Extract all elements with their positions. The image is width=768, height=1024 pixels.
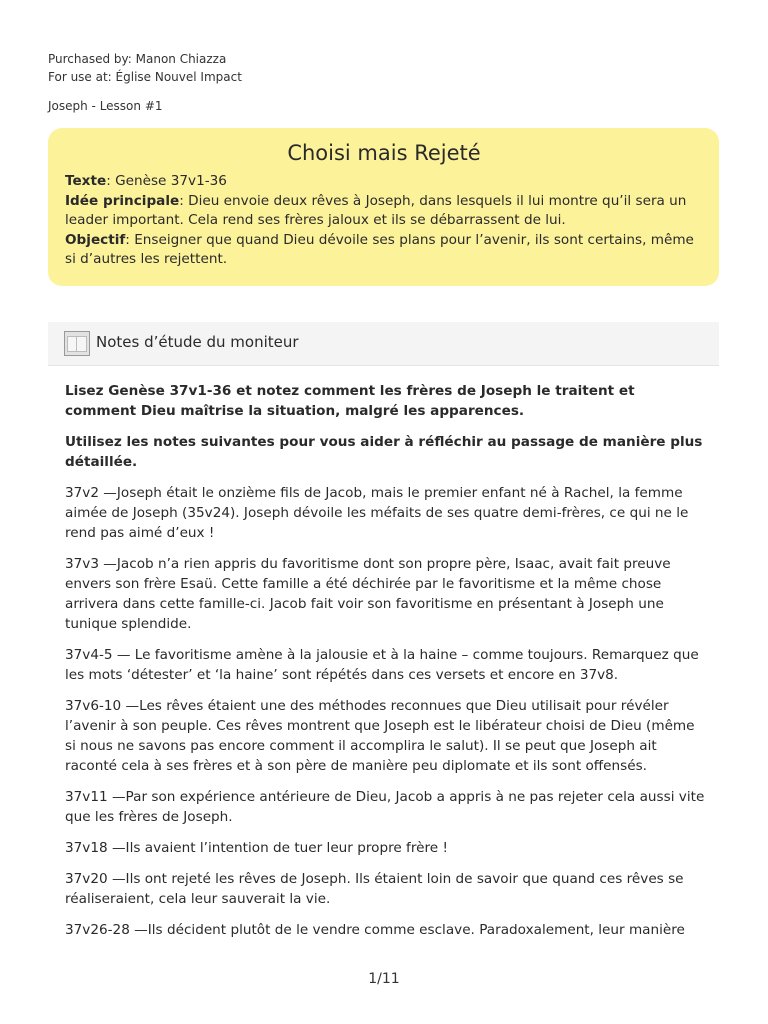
purchased-by: Purchased by: Manon Chiazza (48, 52, 227, 66)
note-paragraph: 37v6-10 —Les rêves étaient une des méthodes reconnues que Dieu utilisait pour révéler l’avenir à son peuple. Ces rêves montrent que Joseph est le libérateur choisi de Dieu (même si nous ne savons pas encore comment il accomplira le salut). Il se peut que Joseph ait raconté cela à ses frères et à son père de manière peu diplomate et ils sont offensés. (65, 698, 695, 774)
notes-title: Notes d’étude du moniteur (96, 333, 299, 351)
objectif-value: : Enseigner que quand Dieu dévoile ses plans pour l’avenir, ils sont certains, même si d’autres les rejettent. (65, 231, 694, 267)
intro-paragraph: Lisez Genèse 37v1-36 et notez comment les frères de Joseph le traitent et comment Dieu maîtrise la situation, malgré les apparences. (65, 383, 635, 419)
texte-line (65, 172, 703, 192)
idee-label: Idée principale (65, 192, 180, 209)
lesson-title: Choisi mais Rejeté (287, 141, 481, 165)
page-number: 1/11 (368, 971, 400, 987)
idee-line (65, 192, 703, 231)
texte-label: Texte (65, 173, 107, 189)
note-paragraph: 37v2 —Joseph était le onzième fils de Jacob, mais le premier enfant né à Rachel, la femme aimée de Joseph (35v24). Joseph dévoile les méfaits de ses quatre demi-frères, ce qui ne le rend pas aimé d’eux ! (65, 485, 689, 541)
note-paragraph: 37v3 —Jacob n’a rien appris du favoritisme dont son propre père, Isaac, avait fait preuve envers son frère Esaü. Cette famille a été déchirée par le favoritisme et la même chose arrivera dans cette famille-ci. Jacob fait voir son favoritisme en présentant à Joseph une tunique splendide. (65, 556, 671, 632)
note-paragraph: 37v26-28 —Ils décident plutôt de le vendre comme esclave. Paradoxalement, leur manière (65, 922, 685, 938)
lesson-label: Joseph - Lesson #1 (48, 99, 163, 113)
idee-value: : Dieu envoie deux rêves à Joseph, dans lesquels il lui montre qu’il sera un leader important. Cela rend ses frères jaloux et ils se débarrassent de lui. (65, 192, 687, 228)
book-icon (64, 331, 90, 356)
for-use-at: For use at: Église Nouvel Impact (48, 70, 242, 84)
note-paragraph: 37v11 —Par son expérience antérieure de Dieu, Jacob a appris à ne pas rejeter cela aussi vite que les frères de Joseph. (65, 789, 705, 825)
objectif-line (65, 231, 703, 270)
note-paragraph: 37v20 —Ils ont rejeté les rêves de Joseph. Ils étaient loin de savoir que quand ces rêves se réaliseraient, cela leur sauverait la vie. (65, 871, 684, 907)
notes-header (48, 322, 719, 366)
lesson-summary-box (48, 128, 719, 286)
objectif-label: Objectif (65, 231, 126, 248)
intro-paragraph: Utilisez les notes suivantes pour vous aider à réfléchir au passage de manière plus détaillée. (65, 434, 703, 470)
note-paragraph: 37v18 —Ils avaient l’intention de tuer leur propre frère ! (65, 840, 448, 856)
note-paragraph: 37v4-5 — Le favoritisme amène à la jalousie et à la haine – comme toujours. Remarquez que les mots ‘détester’ et ‘la haine’ sont répétés dans ces versets et encore en 37v8. (65, 647, 699, 683)
texte-value: : Genèse 37v1-36 (106, 173, 227, 189)
study-notes (65, 381, 705, 951)
